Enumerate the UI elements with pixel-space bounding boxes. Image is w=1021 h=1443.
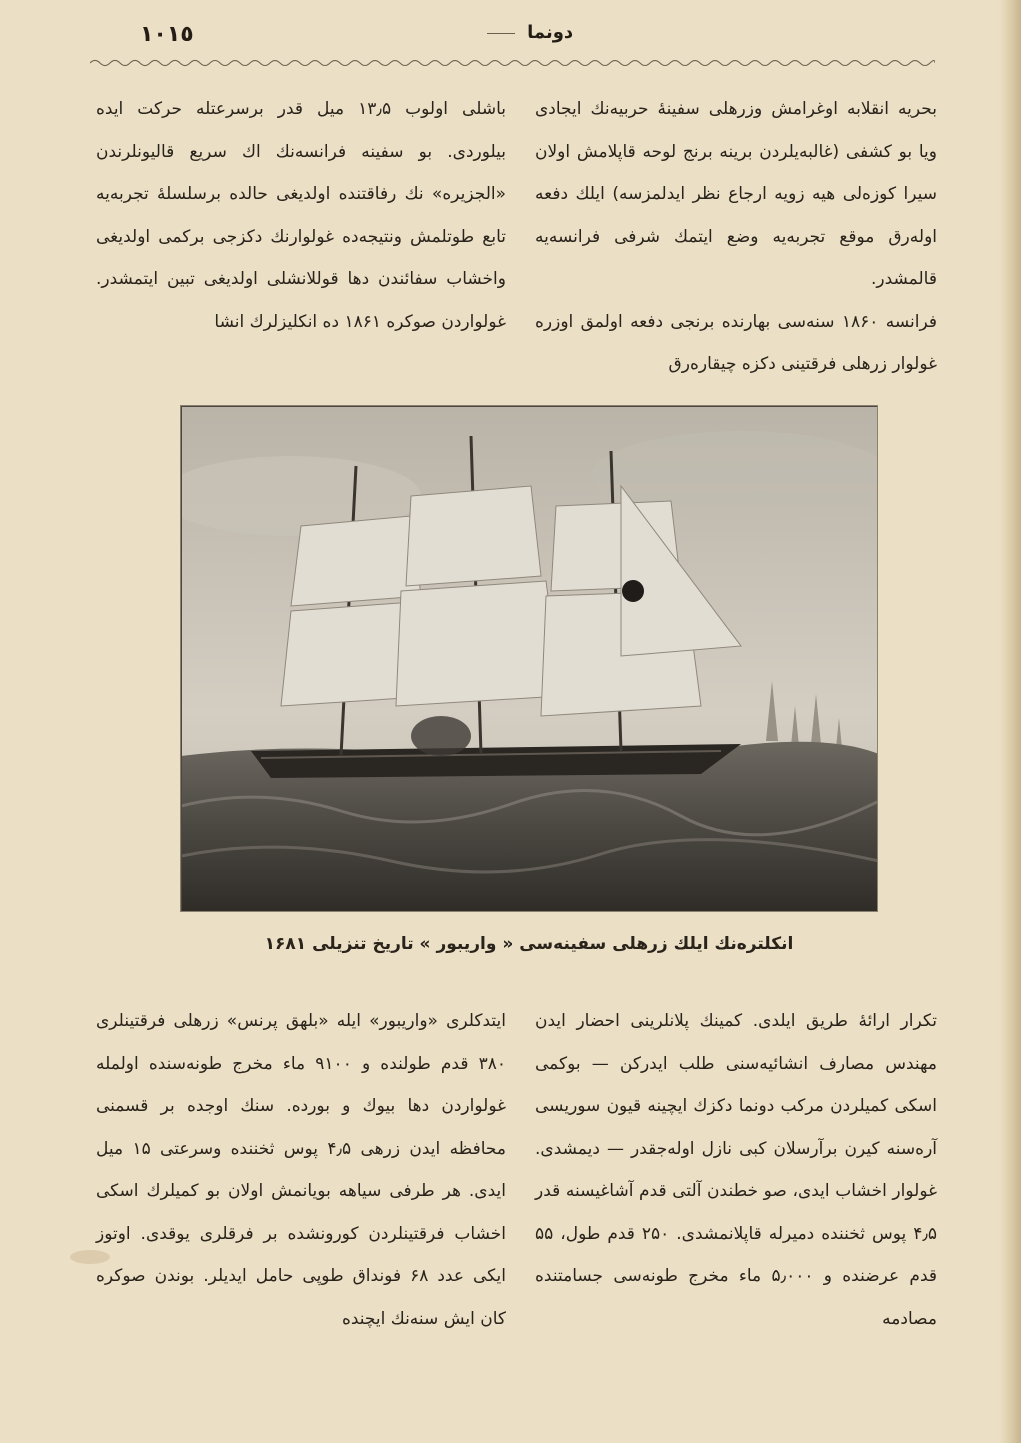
page-edge xyxy=(999,0,1021,1443)
paragraph: تکرار ارائهٔ طریق ایلدی. کمینك پلانلرینی احضار ایدن مهندس مصارف انشائیه‌سنی طلب ایدرکن — بوکمی اسکی کمیلردن مرکب دونما دکزك ایچینه قیون سوریسی آره‌سنه کیرن برآرسلان کبی نازل اوله‌جقدر — دیمشدی. غولوار اخشاب ایدی، صو خطندن آلتی قدم آشاغیسنه قدر ۴٫۵ پوس ثخننده دمیرله قاپلانمشدی. ۲۵۰ قدم طول، ۵۵ قدم عرضنده و ۵٫۰۰۰ ماء مخرج طونه‌سی جسامتنده مصادمه xyxy=(535,1011,938,1329)
header-wavy-rule xyxy=(90,58,935,68)
page-header xyxy=(100,18,930,60)
top-left-column xyxy=(96,88,506,343)
paragraph: باشلی اولوب ۱۳٫۵ میل قدر برسرعتله حرکت ایده بیلوردی. بو سفینه فرانسه‌نك اك سریع قالیونلرندن «الجزیره» نك رفاقتنده اولدیغی حالده برسلسلهٔ تجربه‌یه تابع طوتلمش ونتیجه‌ده غولوارنك دکزجی برکمی اولدیغی واخشاب سفائندن دها قوللانشلی اولدیغی تبین ایتمشدر. غولواردن صوکره ۱۸۶۱ ده انکلیزلرك انشا xyxy=(96,99,506,332)
running-title xyxy=(460,22,600,43)
running-title-text: دونما xyxy=(527,22,574,43)
title-dash xyxy=(487,33,515,34)
ironclad-ship-engraving xyxy=(181,406,878,912)
paper-stain xyxy=(70,1250,110,1264)
bottom-left-column xyxy=(96,1000,506,1340)
paragraph: فرانسه ۱۸۶۰ سنه‌سی بهارنده برنجی دفعه اولمق اوزره غولوار زرهلی فرقتینی دکزه چیقاره‌رق xyxy=(535,311,937,374)
page-number: ١٠١٥ xyxy=(140,22,194,47)
ship-illustration xyxy=(180,405,878,912)
paragraph: بحریه انقلابه اوغرامش وزرهلی سفینهٔ حربیه‌نك ایجادی ویا بو کشفی (غالبه‌یلردن برینه برنج لوحه قاپلامش اولان سیرا کوزه‌لی هیه زویه ارجاع نظر ایدلمزسه) ایلك دفعه اوله‌رق موقع تجربه‌یه وضع ایتمك شرفی فرانسه‌یه قالمشدر. xyxy=(535,99,937,289)
top-right-column xyxy=(535,88,937,386)
paragraph: ایتدکلری «واریبور» ایله «بلهق پرنس» زرهلی فرقتینلری ۳۸۰ قدم طولنده و ۹۱۰۰ ماء مخرج طونه‌سنده اولملە غولواردن دها بیوك و بورده. سنك اوجده بر قسمنی محافظه ایدن زرهی ۴٫۵ پوس ثخننده وسرعتی ۱۵ میل ایدی. هر طرفی سیاهه بویانمش اولان بو کمیلرك اسکی اخشاب فرقتینلردن کورونشده بر فرقلری یوقدی. اوتوز ایکی عدد ۶۸ فونداق طوپی حامل ایدیلر. بوندن صوکره کان ایش سنه‌نك ایچنده xyxy=(96,1011,507,1329)
bottom-right-column xyxy=(535,1000,937,1340)
figure-caption: انکلتره‌نك ایلك زرهلی سفینه‌سی « واریبور » تاریخ تنزیلی ۱۶۸۱ xyxy=(264,934,794,954)
